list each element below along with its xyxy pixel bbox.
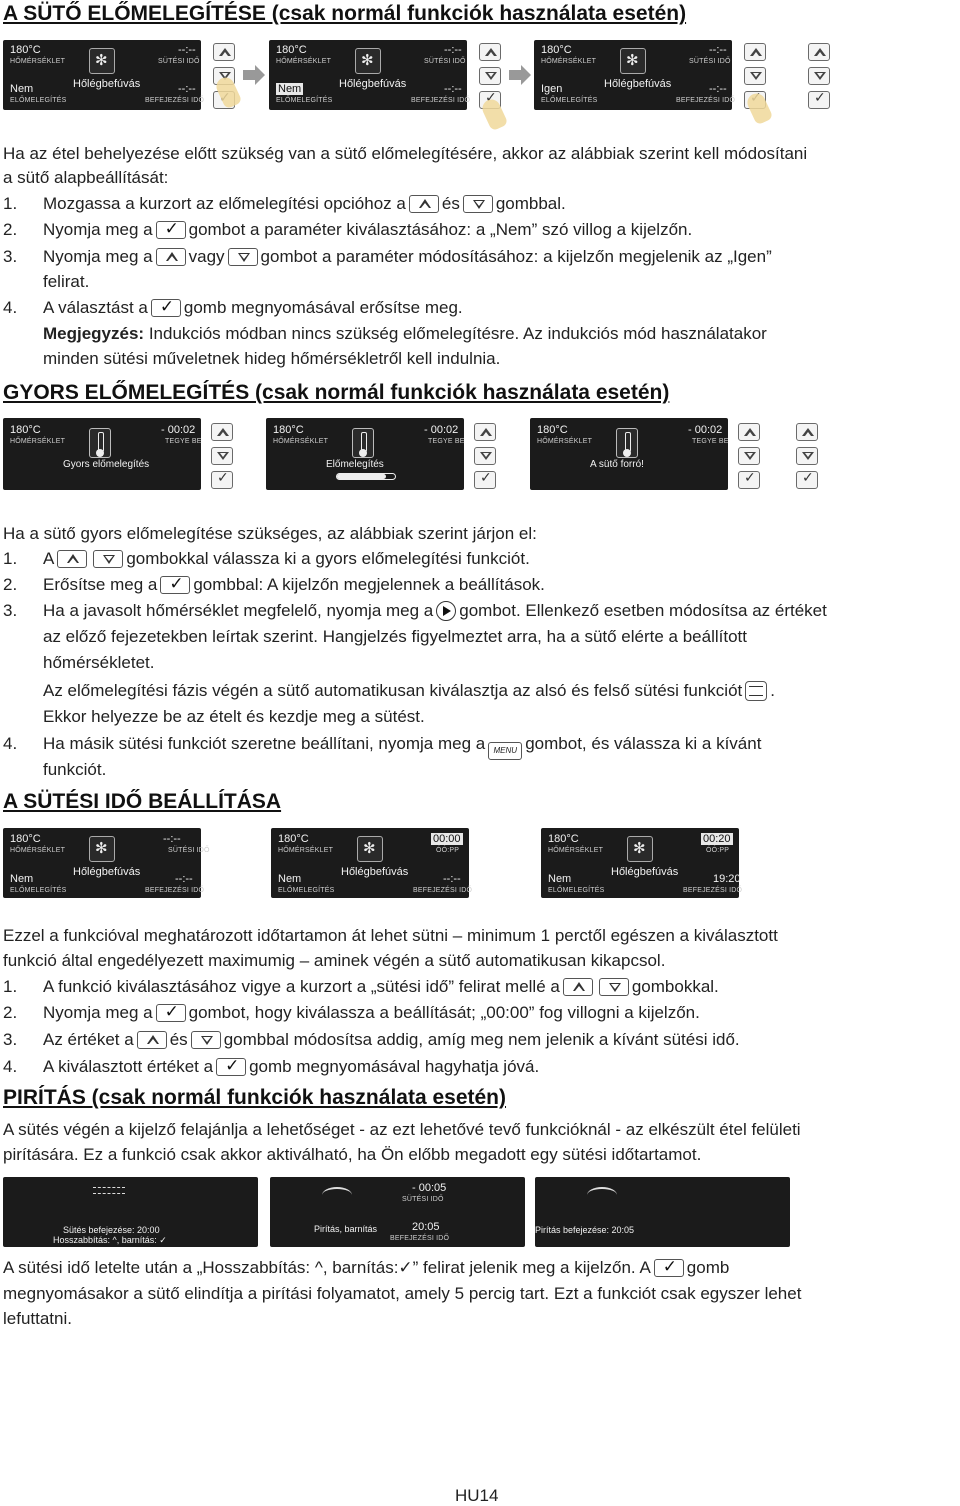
temperature-label: HŐMÉRSÉKLET: [278, 847, 334, 854]
preheat-step-3: Nyomja meg a vagy gombot a paraméter módosításához: a kijelzőn megjelenik az „Igen”: [43, 247, 772, 266]
down-button: [796, 447, 818, 465]
temperature-value: 180°C: [276, 44, 307, 56]
preheat-value: Nem: [278, 873, 302, 885]
start-button-icon: [436, 601, 456, 621]
up-button-icon: [156, 248, 186, 266]
cooking-time-value: 00:00: [433, 833, 461, 845]
up-button-icon: [409, 195, 439, 213]
preheat-value: Nem: [548, 873, 572, 885]
down-button: [474, 447, 496, 465]
browning-time: - 00:05: [412, 1182, 447, 1194]
browning-display-done: [535, 1177, 790, 1247]
step-number: 2.: [3, 220, 18, 239]
down-button-icon: [463, 195, 493, 213]
confirm-button: [738, 471, 760, 489]
oven-display: [271, 828, 473, 898]
preheat-intro-2: a sütő alapbeállítását:: [3, 168, 169, 187]
cooking-time-label: ÓÓ:PP: [706, 847, 730, 854]
section-title-fast-preheat: GYORS ELŐMELEGÍTÉS (csak normál funkciók használata esetén): [3, 381, 670, 404]
temperature-label: HŐMÉRSÉKLET: [537, 438, 593, 445]
down-button-icon: [191, 1031, 221, 1049]
section-title-cooking-time: A SÜTÉSI IDŐ BEÁLLÍTÁSA: [3, 790, 282, 813]
confirm-button: [474, 471, 496, 489]
thermometer-icon: [89, 428, 111, 458]
preheat-message: A sütő forró!: [590, 459, 644, 470]
end-time-label: BEFEJEZÉSI IDŐ: [145, 887, 205, 894]
temperature-value: 180°C: [10, 833, 41, 845]
cooking-time-value: --:--: [709, 44, 727, 56]
oven-display: [534, 40, 736, 110]
fan-function-icon: [355, 48, 381, 74]
temperature-value: 180°C: [548, 833, 579, 845]
up-button: [808, 43, 830, 61]
preheat-intro: Ha az étel behelyezése előtt szükség van a sütő előmelegítésére, akkor az alábbiak szerint kell módosítani: [3, 144, 808, 163]
temperature-label: HŐMÉRSÉKLET: [276, 58, 332, 65]
fan-function-icon: [627, 836, 653, 862]
up-button-icon: [57, 550, 87, 568]
step-number: 2.: [3, 1003, 18, 1022]
oven-display: [3, 828, 210, 898]
down-button: [808, 67, 830, 85]
function-name: Hőlégbefúvás: [341, 866, 409, 878]
preheat-label: ELŐMELEGÍTÉS: [10, 97, 67, 104]
down-button-icon: [599, 978, 629, 996]
confirm-button-icon: [156, 221, 186, 239]
up-button: [211, 423, 233, 441]
temperature-value: 180°C: [10, 44, 41, 56]
step-number: 4.: [3, 734, 18, 753]
grill-indicator-icon: [93, 1193, 125, 1194]
preheat-step-2: Nyomja meg a✓ gombot a paraméter kiválasztásához: a „Nem” szó villog a kijelzőn.: [43, 219, 692, 240]
cooking-time-value: --:--: [163, 833, 181, 845]
preheat-time-value: - 00:02: [161, 424, 196, 436]
preheat-label: ELŐMELEGÍTÉS: [276, 97, 333, 104]
next-step-arrow-icon: [243, 64, 265, 86]
end-time-value: --:--: [175, 873, 193, 885]
fast-step-3-cont-3: Az előmelegítési fázis végén a sütő automatikusan kiválasztja az alsó és felső sütési funkciót .: [43, 681, 775, 700]
cooking-time-label: SÜTÉSI IDŐ: [424, 58, 466, 65]
down-button-icon: [228, 248, 258, 266]
cooking-time-label: SÜTÉSI IDŐ: [158, 58, 200, 65]
browning-display-prompt: [3, 1177, 258, 1247]
preheat-message: Gyors előmelegítés: [63, 459, 150, 470]
function-name: Hőlégbefúvás: [611, 866, 679, 878]
cooking-time-value: 00:20: [703, 833, 731, 845]
cooking-end-text: Sütés befejezése: 20:00: [63, 1225, 160, 1235]
preheat-time-value: - 00:02: [424, 424, 459, 436]
grill-indicator-icon: [93, 1187, 125, 1188]
confirm-button: [796, 471, 818, 489]
end-time-label: BEFEJEZÉSI IDŐ: [411, 97, 471, 104]
temperature-label: HŐMÉRSÉKLET: [541, 58, 597, 65]
end-time-label: BEFEJEZÉSI IDŐ: [676, 97, 736, 104]
browning-end: 20:05: [412, 1221, 440, 1233]
preheat-step-1: Mozgassa a kurzort az előmelegítési opcióhoz a és gombbal.: [43, 194, 566, 213]
next-step-arrow-icon: [509, 64, 531, 86]
function-name: Hőlégbefúvás: [339, 78, 407, 90]
up-button: [738, 423, 760, 441]
temperature-value: 180°C: [278, 833, 309, 845]
fast-step-4: Ha másik sütési funkciót szeretne beállítani, nyomja meg a MENU gombot, és válassza ki a kívánt: [43, 733, 761, 760]
up-button: [479, 43, 501, 61]
cooking-time-label: SÜTÉSI IDŐ: [168, 847, 210, 854]
end-time-label: BEFEJEZÉSI IDŐ: [683, 887, 743, 894]
top-bottom-heat-icon: [745, 681, 767, 701]
time-step-2: Nyomja meg a✓ gombot, hogy kiválassza a beállítását; „00:00” fog villogni a kijelzőn.: [43, 1002, 700, 1023]
browning-end-label: BEFEJEZÉSI IDŐ: [390, 1235, 450, 1242]
browning-para-2: megnyomásakor a sütő elindítja a pirítási folyamatot, amely 5 percig tart. Ezt a funkciót csak egyszer lehet: [3, 1284, 802, 1303]
oven-display: [3, 418, 201, 490]
preheat-label: ELŐMELEGÍTÉS: [278, 887, 335, 894]
step-number: 3.: [3, 601, 18, 620]
down-button-icon: [93, 550, 123, 568]
up-button: [213, 43, 235, 61]
preheat-value: Nem: [10, 873, 34, 885]
fast-step-3: Ha a javasolt hőmérséklet megfelelő, nyomja meg a gombot. Ellenkező esetben módosítsa az értéket: [43, 601, 827, 620]
thermometer-icon: [352, 428, 374, 458]
page-number: HU14: [455, 1486, 499, 1505]
preheat-label: ELŐMELEGÍTÉS: [548, 887, 605, 894]
end-time-label: BEFEJEZÉSI IDŐ: [413, 887, 473, 894]
preheat-step-3-cont: felirat.: [43, 272, 90, 291]
end-time-value: --:--: [444, 83, 462, 95]
preheat-message: Előmelegítés: [326, 459, 384, 470]
step-number: 1.: [3, 977, 18, 996]
cooking-time-intro-2: funkció által engedélyezett maximumig – aminek végén a sütő automatikusan kikapcsol.: [3, 951, 666, 970]
step-number: 1.: [3, 549, 18, 568]
temperature-value: 180°C: [541, 44, 572, 56]
end-time-value: --:--: [443, 873, 461, 885]
preheat-value: Igen: [541, 83, 563, 95]
preheat-time-label: TEGYE BE: [428, 438, 465, 445]
function-name: Hőlégbefúvás: [73, 78, 141, 90]
preheat-time-label: TEGYE BE: [165, 438, 202, 445]
cooking-time-label: SÜTÉSI IDŐ: [689, 58, 731, 65]
browning-display-active: [270, 1177, 525, 1247]
time-step-4: A kiválasztott értéket a✓ gomb megnyomásával hagyhatja jóvá.: [43, 1056, 539, 1077]
fast-step-2: Erősítse meg a✓ gombbal: A kijelzőn megjelennek a beállítások.: [43, 574, 545, 595]
up-button-icon: [137, 1031, 167, 1049]
fast-step-3-cont: az előző fejezetekben leírtak szerint. Hangjelzés figyelmeztet arra, ha a sütő elérte a beállított: [43, 627, 747, 646]
up-button: [796, 423, 818, 441]
browning-para: A sütési idő letelte után a „Hosszabbítás: ^, barnítás:✓” felirat jelenik meg a kijelzőn. A✓ gomb: [3, 1257, 729, 1279]
temperature-value: 180°C: [537, 424, 568, 436]
preheat-progress-fill: [337, 474, 386, 479]
temperature-label: HŐMÉRSÉKLET: [548, 847, 604, 854]
fast-preheat-intro: Ha a sütő gyors előmelegítése szükséges, az alábbiak szerint járjon el:: [3, 524, 537, 543]
end-time-value: --:--: [709, 83, 727, 95]
browning-intro: A sütés végén a kijelző felajánlja a lehetőséget - az ezt lehetővé tevő funkcióknál - az elkészült étel felületi: [3, 1120, 801, 1139]
function-name: Hőlégbefúvás: [73, 866, 141, 878]
confirm-button: [211, 471, 233, 489]
browning-msg: Pirítás, barnítás: [314, 1224, 378, 1234]
fan-function-icon: [89, 48, 115, 74]
oven-display: [266, 418, 464, 490]
down-button: [738, 447, 760, 465]
confirm-button-icon: [160, 576, 190, 594]
fan-function-icon: [89, 836, 115, 862]
up-button: [474, 423, 496, 441]
fast-step-1: A gombokkal válassza ki a gyors előmelegítési funkciót.: [43, 549, 530, 568]
preheat-progress-bar: [336, 473, 396, 480]
extend-brown-text: Hosszabbítás: ^, barnítás: ✓: [53, 1235, 167, 1245]
confirm-button-icon: [151, 299, 181, 317]
cooking-time-intro: Ezzel a funkcióval meghatározott időtartamon át lehet sütni – minimum 1 perctől egészen a kiválasztott: [3, 926, 778, 945]
finger-press-icon: [480, 97, 509, 132]
browning-intro-2: pirítására. Ez a funkció csak akkor aktiválható, ha Ön előbb megadott egy sütési időtartamot.: [3, 1145, 702, 1164]
browning-para-3: lefuttatni.: [3, 1309, 72, 1328]
step-number: 4.: [3, 1057, 18, 1076]
preheat-value: Nem: [10, 83, 34, 95]
finger-press-icon: [745, 91, 774, 126]
fast-step-3-cont-4: Ekkor helyezze be az ételt és kezdje meg a sütést.: [43, 707, 425, 726]
preheat-time-value: - 00:02: [688, 424, 723, 436]
cooking-time-value: --:--: [178, 44, 196, 56]
down-button: [744, 67, 766, 85]
step-number: 3.: [3, 1030, 18, 1049]
browning-done-msg: Pirítás befejezése: 20:05: [535, 1225, 635, 1235]
fast-step-3-cont-2: hőmérsékletet.: [43, 653, 155, 672]
temperature-label: HŐMÉRSÉKLET: [273, 438, 329, 445]
step-number: 1.: [3, 194, 18, 213]
preheat-time-label: TEGYE BE: [692, 438, 729, 445]
time-step-3: Az értéket a és gombbal módosítsa addig, amíg meg nem jelenik a kívánt sütési idő.: [43, 1030, 740, 1049]
function-name: Hőlégbefúvás: [604, 78, 672, 90]
oven-display: [530, 418, 728, 490]
confirm-button-icon: [654, 1259, 684, 1277]
preheat-step-4: A választást a✓ gomb megnyomásával erősítse meg.: [43, 297, 463, 318]
oven-display: [3, 40, 205, 110]
check-icon: ✓: [398, 1258, 413, 1278]
thermometer-icon: [616, 428, 638, 458]
step-number: 2.: [3, 575, 18, 594]
grill-icon: [322, 1187, 352, 1203]
fan-function-icon: [357, 836, 383, 862]
up-button-icon: [563, 978, 593, 996]
cooking-time-label: ÓÓ:PP: [436, 847, 460, 854]
fast-step-4-cont: funkciót.: [43, 760, 107, 779]
end-time-value: --:--: [178, 83, 196, 95]
grill-icon: [587, 1187, 617, 1203]
preheat-label: ELŐMELEGÍTÉS: [10, 887, 67, 894]
confirm-button-icon: [156, 1004, 186, 1022]
temperature-label: HŐMÉRSÉKLET: [10, 438, 66, 445]
preheat-value: Nem: [278, 83, 302, 95]
down-button: [479, 67, 501, 85]
temperature-value: 180°C: [10, 424, 41, 436]
step-number: 3.: [3, 247, 18, 266]
browning-time-label: SÜTÉSI IDŐ: [402, 1196, 444, 1203]
cooking-time-value: --:--: [444, 44, 462, 56]
end-time-value: 19:20: [713, 873, 741, 885]
down-button: [211, 447, 233, 465]
section-title-preheat: A SÜTŐ ELŐMELEGÍTÉSE (csak normál funkciók használata esetén): [3, 2, 687, 25]
section-title-browning: PIRÍTÁS (csak normál funkciók használata esetén): [3, 1086, 506, 1109]
confirm-button: [808, 91, 830, 109]
end-time-label: BEFEJEZÉSI IDŐ: [145, 97, 205, 104]
temperature-value: 180°C: [273, 424, 304, 436]
step-number: 4.: [3, 298, 18, 317]
preheat-note-2: minden sütési műveletnek hideg hőmérsékletről kell indulnia.: [43, 349, 501, 368]
menu-button-icon: MENU: [488, 742, 522, 760]
up-button: [744, 43, 766, 61]
fan-function-icon: [620, 48, 646, 74]
temperature-label: HŐMÉRSÉKLET: [10, 847, 66, 854]
preheat-label: ELŐMELEGÍTÉS: [541, 97, 598, 104]
time-step-1: A funkció kiválasztásához vigye a kurzort a „sütési idő” felirat mellé a gombokkal.: [43, 977, 719, 996]
preheat-note: Megjegyzés: Indukciós módban nincs szükség előmelegítésre. Az indukciós mód használatakor: [43, 324, 767, 343]
confirm-button-icon: [216, 1058, 246, 1076]
oven-display: [269, 40, 471, 110]
temperature-label: HŐMÉRSÉKLET: [10, 58, 66, 65]
oven-display: [541, 828, 743, 898]
